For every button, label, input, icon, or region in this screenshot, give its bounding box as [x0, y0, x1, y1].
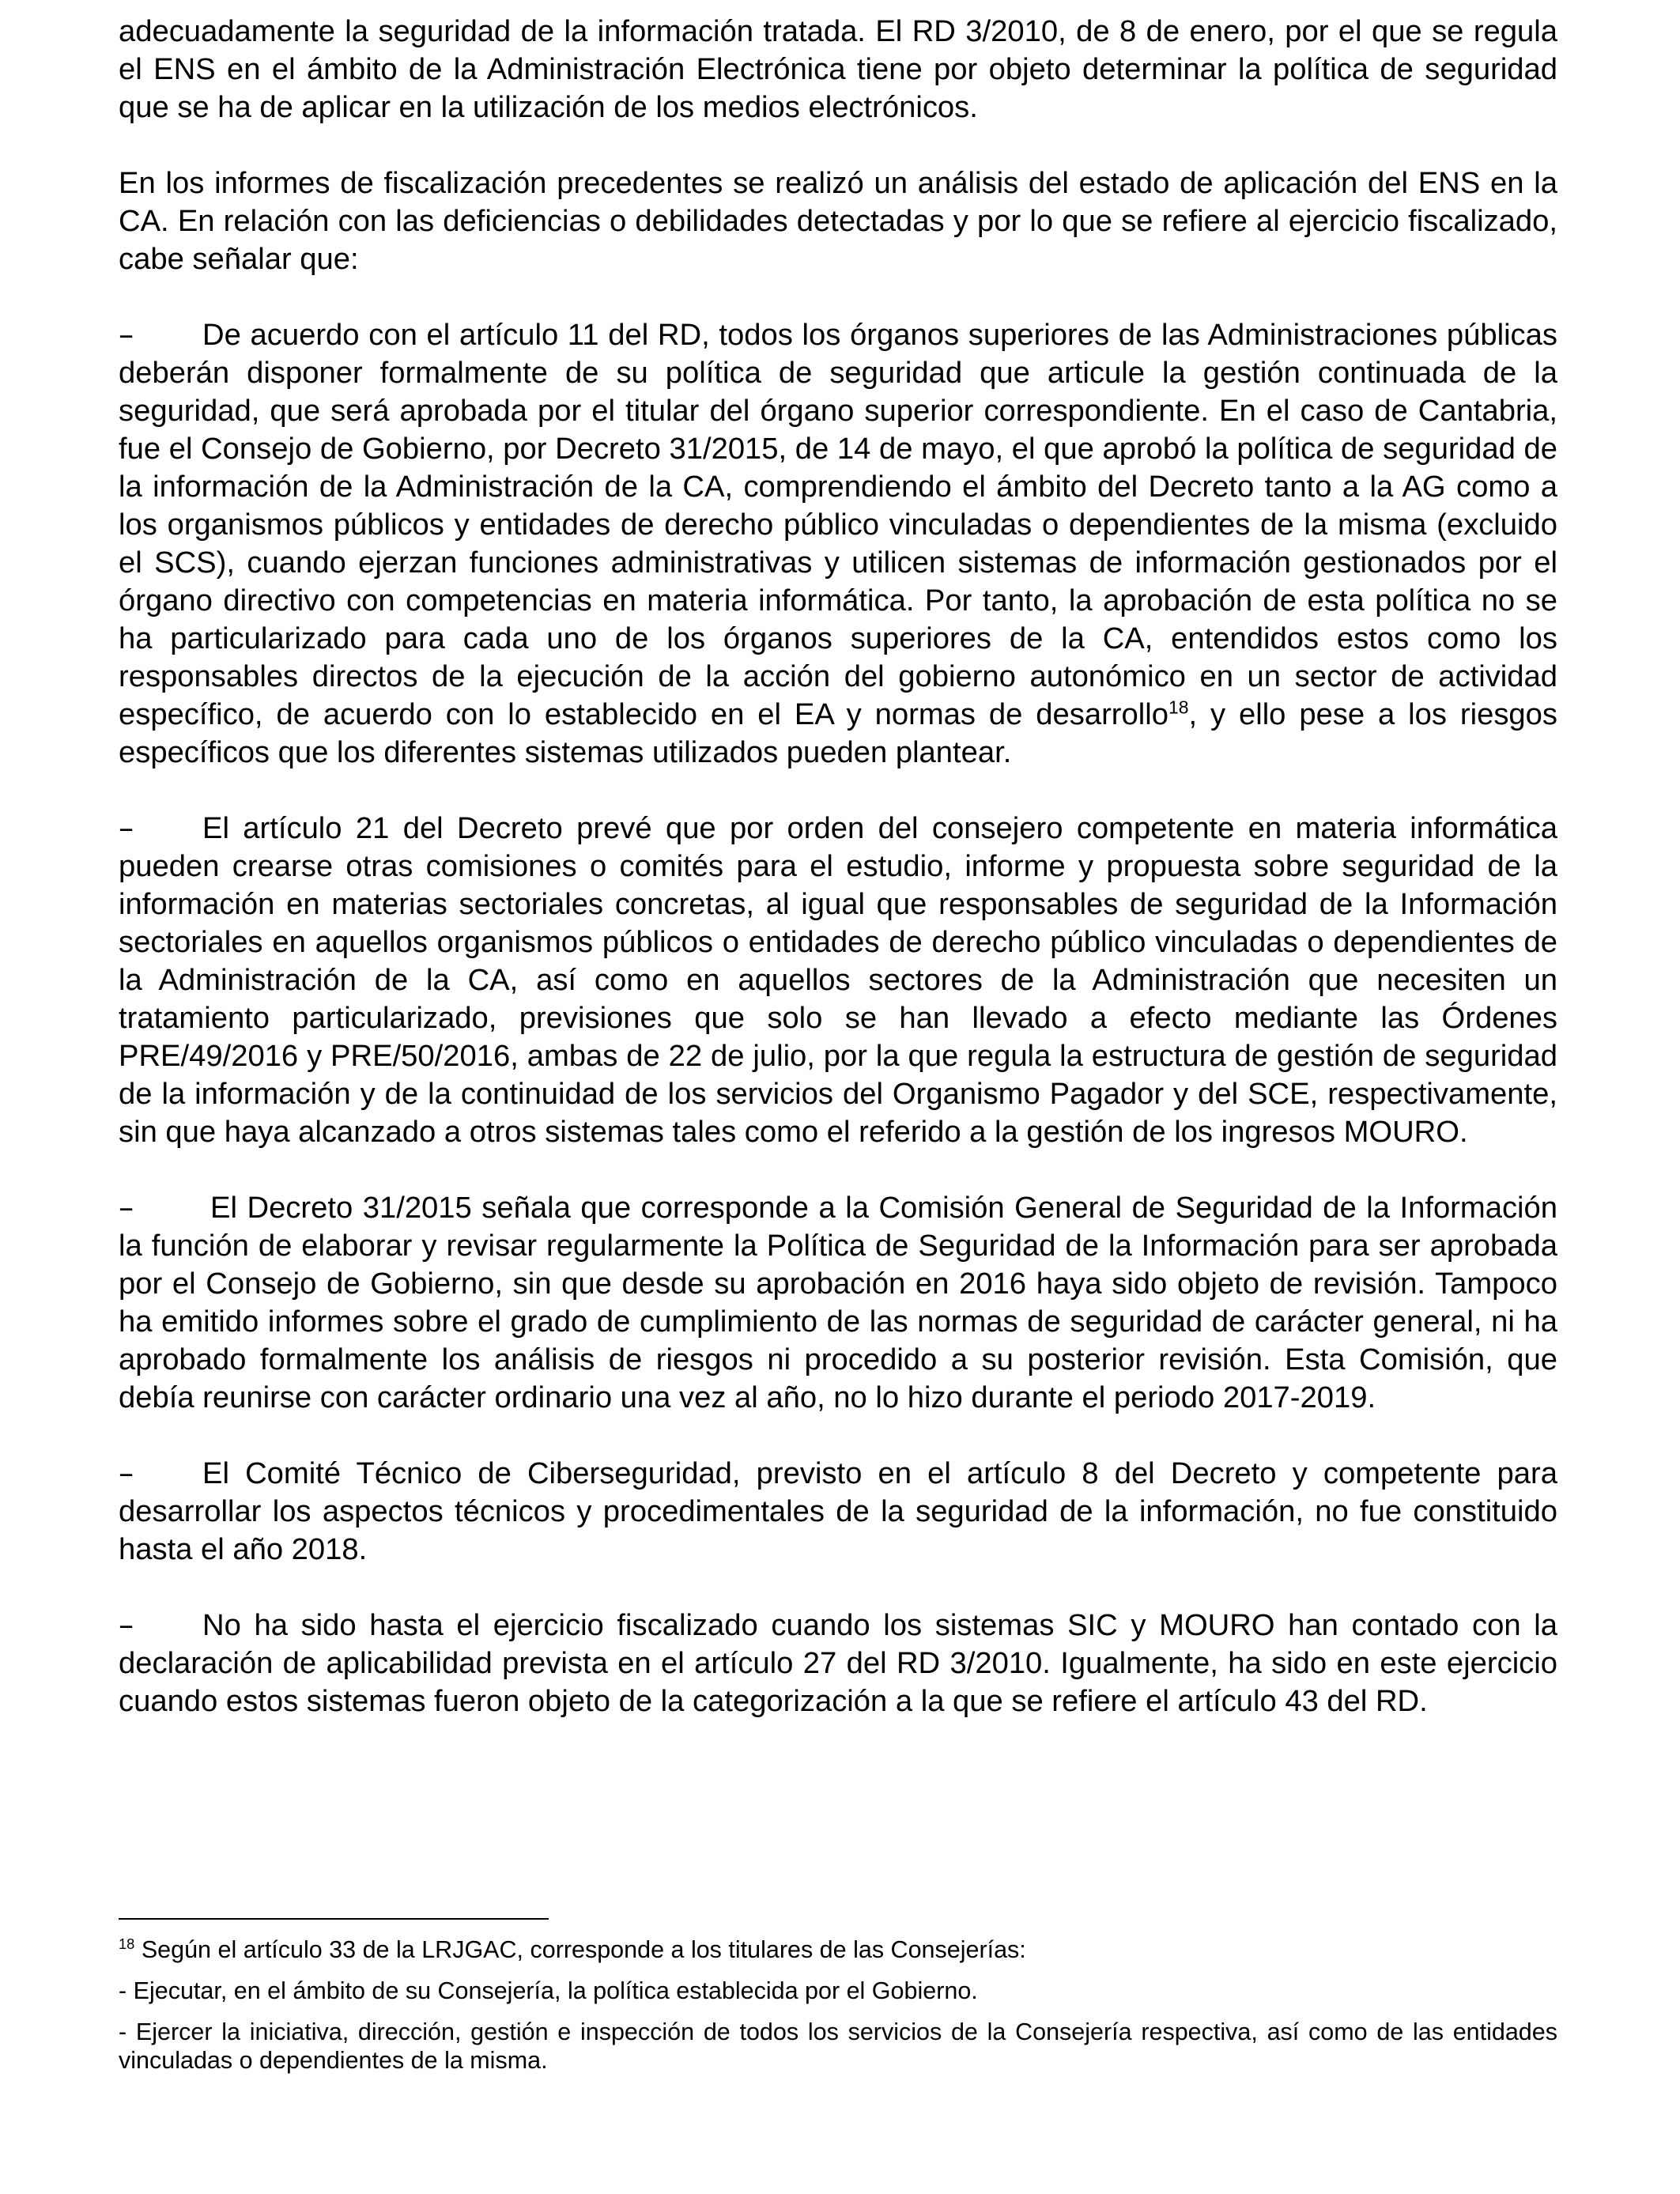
- footnote-line-3: - Ejercer la iniciativa, dirección, gestión e inspección de todos los servicios de la Consejería respectiva, así como de las entidades vinculadas o dependientes de la misma.: [119, 2018, 1557, 2074]
- list-item-text: De acuerdo con el artículo 11 del RD, todos los órganos superiores de las Administraciones públicas deberán disponer formalmente de su política de seguridad que articule la gestión continuada de la seguridad, que será aprobada por el titular del órgano superior correspondiente. En el caso de Cantabria, fue el Consejo de Gobierno, por Decreto 31/2015, de 14 de mayo, el que aprobó la política de seguridad de la información de la Administración de la CA, comprendiendo el ámbito del Decreto tanto a la AG como a los organismos públicos y entidades de derecho público vinculadas o dependientes de la misma (excluido el SCS), cuando ejerzan funciones administrativas y utilicen sistemas de información gestionados por el órgano directivo con competencias en materia informática. Por tanto, la aprobación de esta política no se ha particularizado para cada uno de los órganos superiores de la CA, entendidos estos como los responsables directos de la ejecución de la acción del gobierno autonómico en un sector de actividad específico, de acuerdo con lo establecido en el EA y normas de desarrollo: [119, 318, 1557, 731]
- list-item-text: No ha sido hasta el ejercicio fiscalizado cuando los sistemas SIC y MOURO han contado con la declaración de aplicabilidad prevista en el artículo 27 del RD 3/2010. Igualmente, ha sido en este ejercicio cuando estos sistemas fueron objeto de la categorización a la que se refiere el artículo 43 del RD.: [119, 1608, 1557, 1718]
- footnote-reference: 18: [1168, 697, 1189, 718]
- list-item: [119, 1189, 1557, 1417]
- document-body: [119, 13, 1557, 1758]
- list-item-text: El Comité Técnico de Ciberseguridad, previsto en el artículo 8 del Decreto y competente para desarrollar los aspectos técnicos y procedimentales de la seguridad de la información, no fue constituido hasta el año 2018.: [119, 1456, 1557, 1566]
- footnote-line-2: - Ejecutar, en el ámbito de su Consejería, la política establecida por el Gobierno.: [119, 1977, 978, 2004]
- list-item-text: El artículo 21 del Decreto prevé que por orden del consejero competente en materia informática pueden crearse otras comisiones o comités para el estudio, informe y propuesta sobre seguridad de la información en materias sectoriales concretas, al igual que responsables de seguridad de la Información sectoriales en aquellos organismos públicos o entidades de derecho público vinculadas o dependientes de la Administración de la CA, así como en aquellos sectores de la Administración que necesiten un tratamiento particularizado, previsiones que solo se han llevado a efecto mediante las Órdenes PRE/49/2016 y PRE/50/2016, ambas de 22 de julio, por la que regula la estructura de gestión de seguridad de la información y de la continuidad de los servicios del Organismo Pagador y del SCE, respectivamente, sin que haya alcanzado a otros sistemas tales como el referido a la gestión de los ingresos MOURO.: [119, 811, 1557, 1149]
- footnotes-section: [119, 1918, 1557, 2087]
- dash-bullet: –: [119, 1191, 134, 1225]
- dash-bullet: –: [119, 1608, 134, 1643]
- dash-bullet: –: [119, 1456, 134, 1491]
- footnote-text: Según el artículo 33 de la LRJGAC, corresponde a los titulares de las Consejerías:: [134, 1936, 1026, 1963]
- list-item: [119, 1455, 1557, 1569]
- footnote-divider: [119, 1918, 549, 1920]
- dash-bullet: –: [119, 318, 134, 353]
- paragraph-intro-1: adecuadamente la seguridad de la información tratada. El RD 3/2010, de 8 de enero, por el que se regula el ENS en el ámbito de la Administración Electrónica tiene por objeto determinar la política de seguridad que se ha de aplicar en la utilización de los medios electrónicos.: [119, 14, 1557, 124]
- list-item-text-continued: , y ello pese a los riesgos específicos que los diferentes sistemas utilizados pueden plantear.: [119, 697, 1557, 769]
- list-item: [119, 1607, 1557, 1720]
- list-item: [119, 316, 1557, 772]
- footnote-18: [119, 1935, 1557, 1964]
- list-item: [119, 810, 1557, 1151]
- footnote-number: 18: [119, 1935, 135, 1952]
- paragraph-intro-2: En los informes de fiscalización precedentes se realizó un análisis del estado de aplicación del ENS en la CA. En relación con las deficiencias o debilidades detectadas y por lo que se refiere al ejercicio fiscalizado, cabe señalar que:: [119, 166, 1557, 276]
- dash-bullet: –: [119, 811, 134, 846]
- list-item-text: El Decreto 31/2015 señala que corresponde a la Comisión General de Seguridad de la Información la función de elaborar y revisar regularmente la Política de Seguridad de la Información para ser aprobada por el Consejo de Gobierno, sin que desde su aprobación en 2016 haya sido objeto de revisión. Tampoco ha emitido informes sobre el grado de cumplimiento de las normas de seguridad de carácter general, ni ha aprobado formalmente los análisis de riesgos ni procedido a su posterior revisión. Esta Comisión, que debía reunirse con carácter ordinario una vez al año, no lo hizo durante el periodo 2017-2019.: [119, 1191, 1557, 1414]
